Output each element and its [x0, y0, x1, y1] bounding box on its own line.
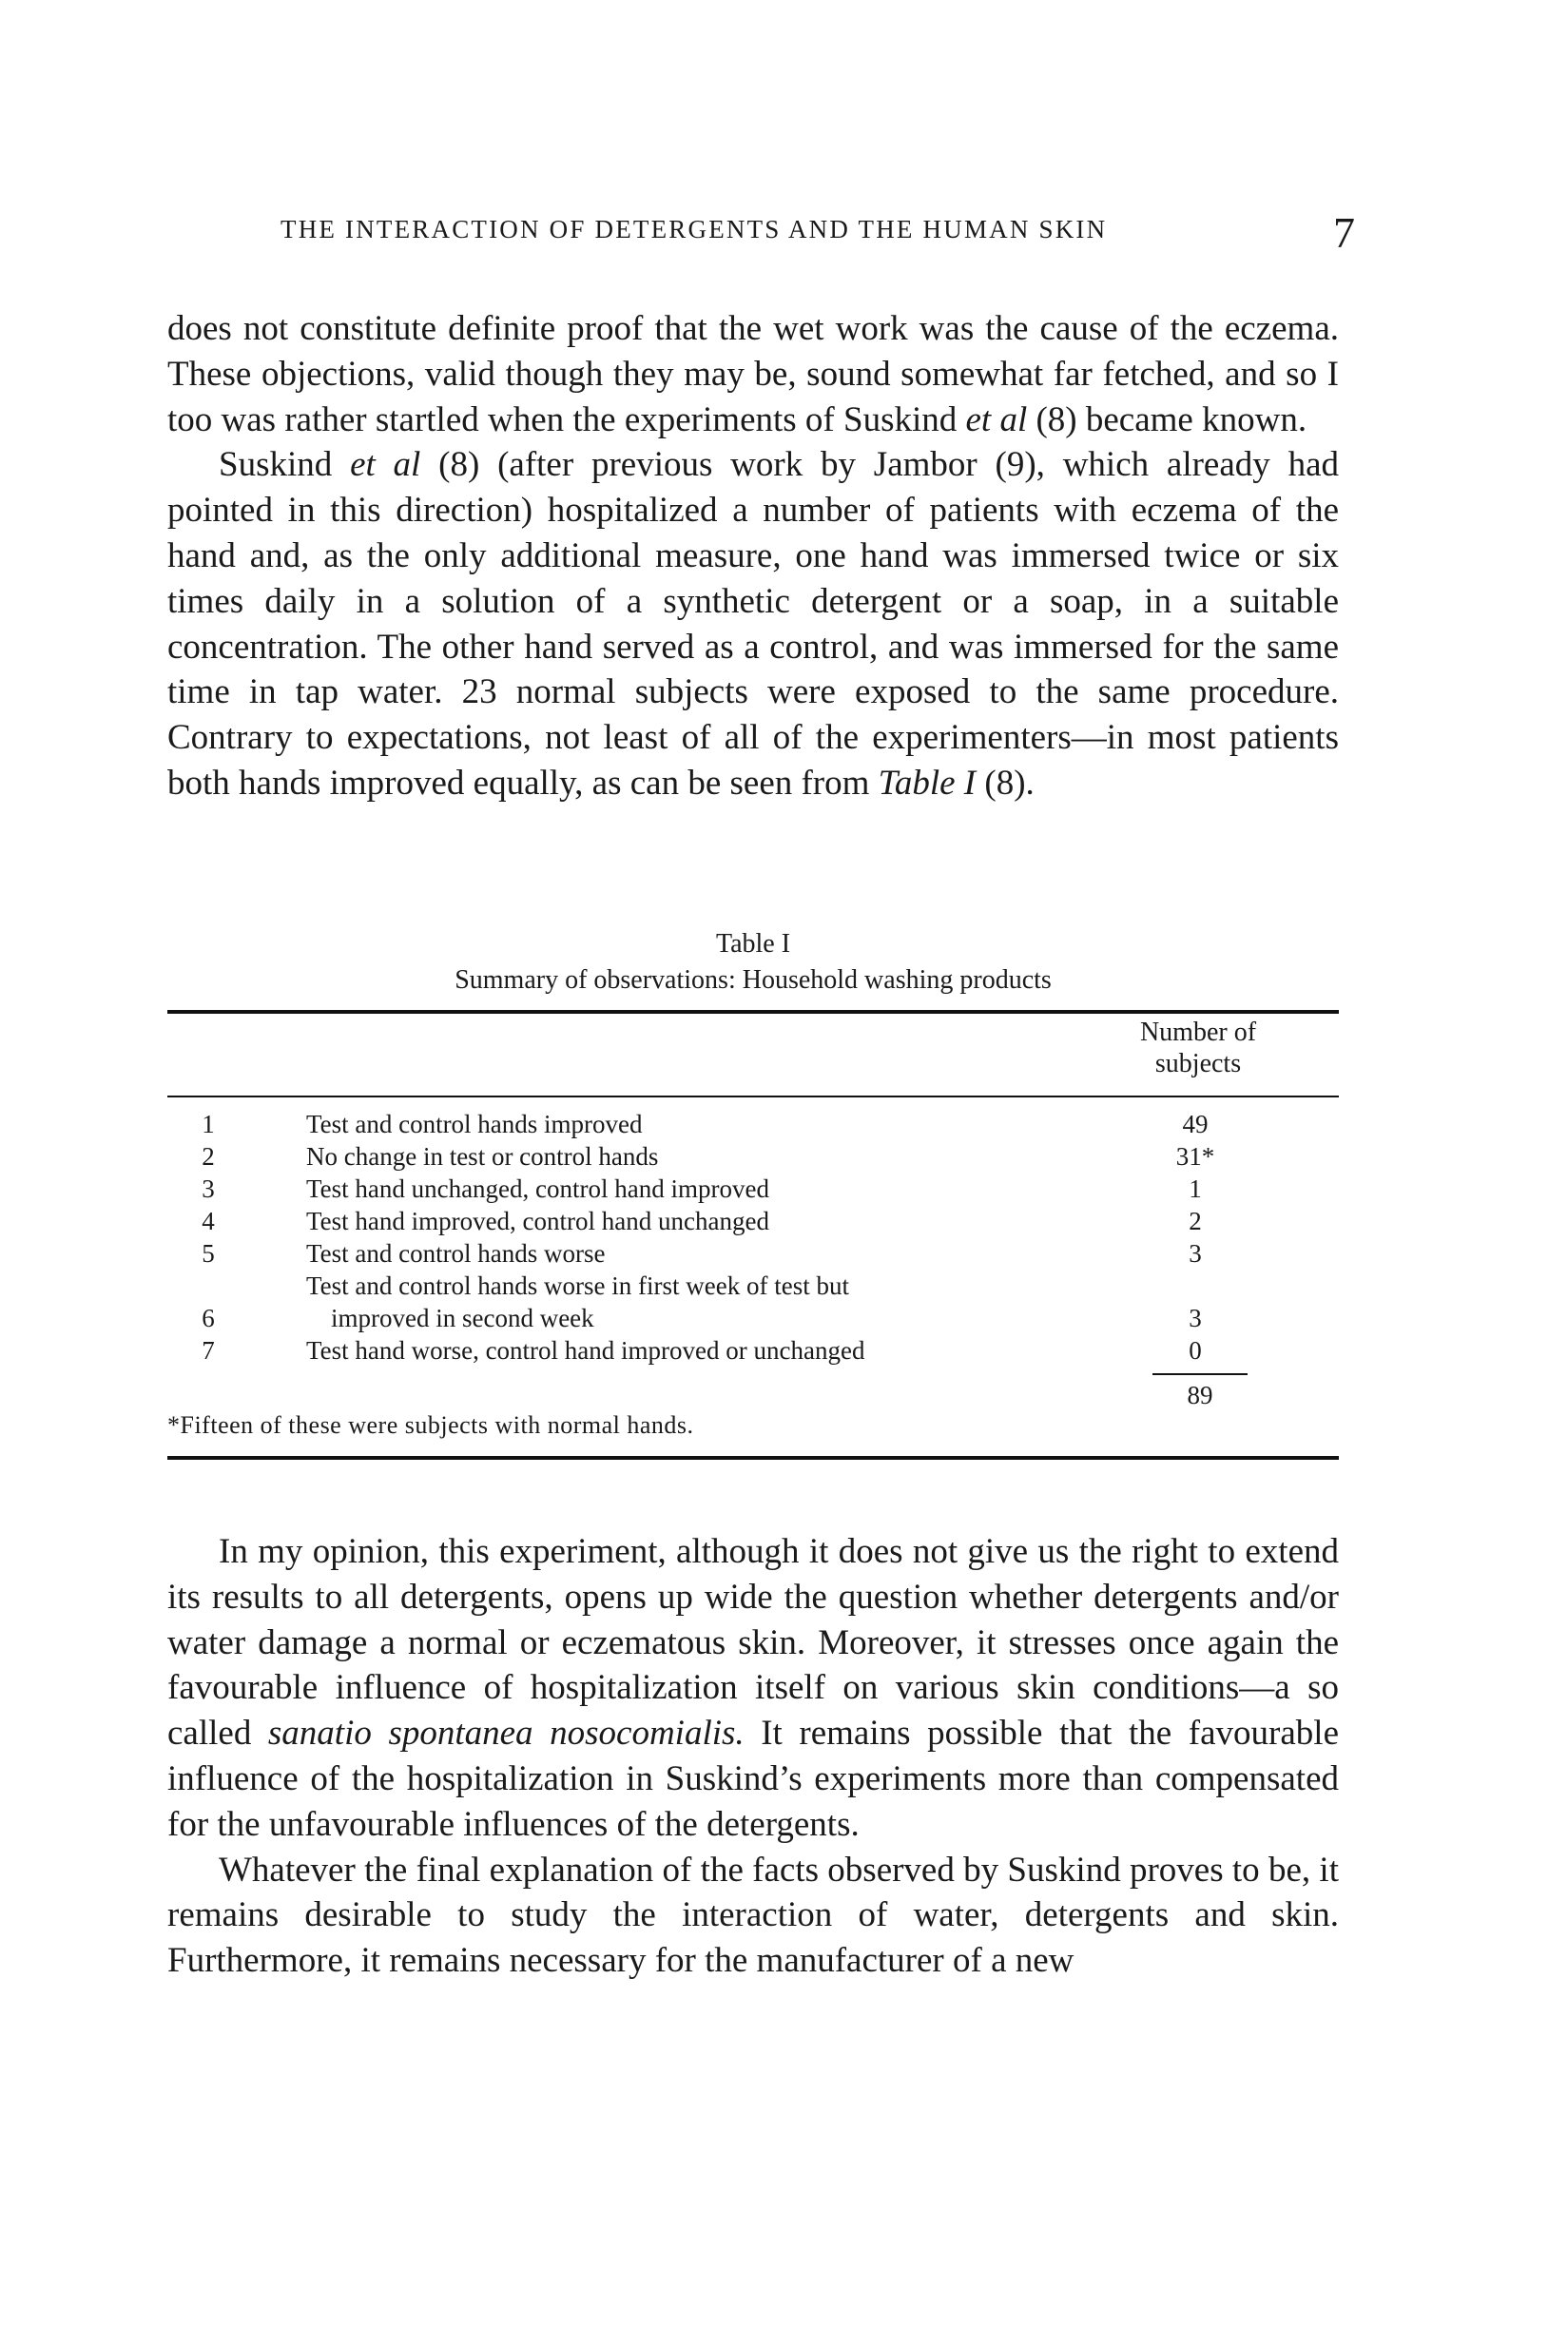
row-number: 2	[202, 1142, 215, 1171]
table-footnote: *Fifteen of these were subjects with normal hands.	[167, 1411, 694, 1439]
body-text-bottom	[167, 1529, 1339, 1984]
body-text-top	[167, 306, 1339, 806]
table-title: Summary of observations: Household washing products	[455, 965, 1052, 995]
row-number: 7	[202, 1336, 215, 1365]
row-description: Test hand improved, control hand unchanged	[306, 1207, 769, 1235]
row-subject-count: 49	[1182, 1110, 1209, 1138]
table-label: Table I	[715, 929, 791, 959]
table-row	[167, 1173, 1339, 1205]
row-number: 3	[202, 1174, 215, 1203]
table-row	[167, 1237, 1339, 1270]
sum-rule	[1152, 1373, 1248, 1375]
table-bottom-rule	[167, 1456, 1339, 1460]
table-body	[167, 1108, 1339, 1367]
paragraph-2: Suskind et al (8) (after previous work by Jambor (9), which already had pointed in this direction) hospitalized a number of patients with eczema of the hand and, as the only additional measure, one hand was immersed twice or six times daily in a solution of a synthetic detergent or a soap, in a suitable concentration. The other hand served as a control, and was immersed for the same time in tap water. 23 normal subjects were exposed to the same procedure. Contrary to expectations, not least of all of the experimenters—in most patients both hands improved equally, as can be seen from Table I (8).	[167, 445, 1339, 803]
table-header-rule	[167, 1096, 1339, 1097]
row-number: 1	[202, 1110, 215, 1138]
table-caption	[167, 926, 1339, 999]
row-subject-count: 2	[1189, 1207, 1202, 1235]
column-header-number-of-subjects: Number of subjects	[1139, 1018, 1257, 1078]
paragraph-3: In my opinion, this experiment, although it does not give us the right to extend its results to all detergents, opens up wide the question whether detergents and/or water damage a normal or eczematous skin. Moreover, it stresses once again the favourable influence of hospitalization itself on various skin conditions—a so called sanatio spontanea nosocomialis. It remains possible that the favourable influence of the hospitalization in Suskind’s experiments more than compensated for the unfavourable influences of the detergents.	[167, 1532, 1339, 1844]
row-description: No change in test or control hands	[306, 1142, 659, 1171]
row-description: Test hand worse, control hand improved or unchanged	[306, 1336, 865, 1365]
row-subject-count: 1	[1189, 1174, 1202, 1203]
running-title: THE INTERACTION OF DETERGENTS AND THE HUMAN SKIN	[281, 215, 1108, 243]
table-row	[167, 1205, 1339, 1237]
row-subject-count: 3	[1189, 1239, 1202, 1268]
table-row	[167, 1108, 1339, 1140]
row-subject-count: 3	[1189, 1304, 1202, 1332]
row-number: 4	[202, 1207, 215, 1235]
paragraph-4: Whatever the final explanation of the facts observed by Suskind proves to be, it remains desirable to study the interaction of water, detergents and skin. Furthermore, it remains necessary for the manufacturer of a new	[167, 1850, 1339, 1981]
row-subject-count: 31*	[1175, 1142, 1215, 1171]
row-subject-count: 0	[1189, 1336, 1202, 1365]
table-top-rule	[167, 1010, 1339, 1014]
row-number: 6	[202, 1304, 215, 1332]
table-row	[167, 1270, 1339, 1334]
row-number: 5	[202, 1239, 215, 1268]
page-number: 7	[1333, 208, 1355, 257]
running-header	[281, 208, 1355, 262]
row-description: Test hand unchanged, control hand improved	[306, 1174, 769, 1203]
row-description: Test and control hands improved	[306, 1110, 643, 1138]
row-description: Test and control hands worse	[306, 1239, 606, 1268]
table-total: 89	[1187, 1381, 1213, 1409]
table-row	[167, 1140, 1339, 1173]
table-row	[167, 1334, 1339, 1367]
paragraph-1: does not constitute definite proof that the wet work was the cause of the eczema. These objections, valid though they may be, sound somewhat far fetched, and so I too was rather startled when the experiments of Suskind et al (8) became known.	[167, 309, 1339, 439]
row-description: Test and control hands worse in first week of test but improved in second week	[306, 1271, 849, 1332]
